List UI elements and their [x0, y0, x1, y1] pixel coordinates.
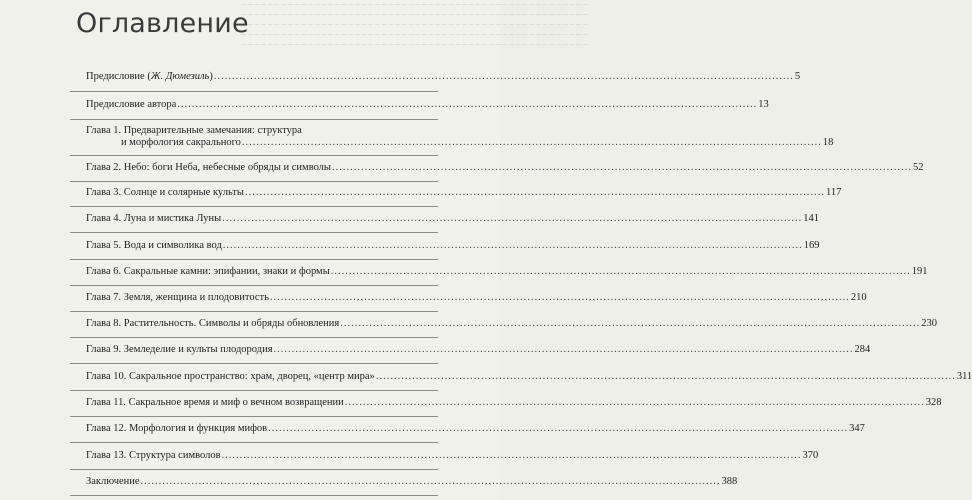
toc-entry-text: Глава 8. Растительность. Символы и обряды обновления — [86, 318, 340, 329]
toc-entry-text-continued: и морфология сакрального — [121, 137, 241, 148]
toc-entry-conclusion[interactable] — [86, 476, 738, 488]
toc-entry-text: Предисловие (Ж. Дюмезиль) — [86, 71, 213, 82]
divider — [70, 337, 438, 338]
divider — [70, 232, 438, 233]
divider — [70, 311, 438, 312]
toc-page-number: 52 — [912, 162, 924, 173]
divider — [70, 285, 438, 286]
toc-entry-chapter-4[interactable] — [86, 213, 819, 225]
toc-entry-chapter-5[interactable] — [86, 240, 820, 252]
toc-page-number: 13 — [758, 99, 769, 110]
divider — [70, 363, 438, 364]
toc-entry-chapter-8[interactable] — [86, 318, 937, 330]
toc-page-number: 370 — [802, 450, 819, 461]
toc-entry-text: Глава 2. Небо: боги Неба, небесные обряды и символы — [86, 162, 331, 173]
toc-entry-text: Глава 11. Сакральное время и миф о вечном возвращении — [86, 397, 344, 408]
toc-page-number: 347 — [849, 423, 865, 434]
toc-leader-dots — [223, 240, 803, 252]
toc-leader-dots — [274, 344, 854, 356]
toc-editor-name: Ж. Дюмезиль — [150, 71, 210, 82]
divider — [70, 469, 438, 470]
toc-entry-text: Глава 5. Вода и символика вод — [86, 240, 222, 251]
toc-leader-dots — [214, 71, 794, 83]
toc-leader-dots — [340, 318, 920, 330]
toc-entry-chapter-2[interactable] — [86, 162, 924, 174]
toc-entry-preface-author[interactable] — [86, 99, 769, 111]
toc-entry-chapter-3[interactable] — [86, 187, 842, 199]
toc-entry-text: Глава 7. Земля, женщина и плодовитость — [86, 292, 269, 303]
toc-entry-chapter-13[interactable] — [86, 450, 819, 462]
divider — [70, 119, 438, 120]
divider — [70, 155, 438, 156]
toc-leader-dots — [242, 137, 822, 149]
toc-page-number: 5 — [794, 71, 801, 82]
divider — [70, 91, 438, 92]
toc-entry-chapter-9[interactable] — [86, 344, 871, 356]
toc-entry-preface-dumezil[interactable] — [86, 71, 801, 83]
toc-page-number: 284 — [854, 344, 871, 355]
divider — [70, 495, 438, 496]
toc-entry-chapter-1[interactable] — [86, 125, 834, 149]
divider — [70, 442, 438, 443]
toc-page-number: 210 — [850, 292, 867, 303]
toc-page-number: 328 — [925, 397, 942, 408]
toc-leader-dots — [376, 371, 956, 383]
divider — [70, 390, 438, 391]
toc-leader-dots — [270, 292, 850, 304]
toc-page-number: 117 — [825, 187, 842, 198]
toc-entry-text: Глава 3. Солнце и солярные культы — [86, 187, 244, 198]
divider — [70, 416, 438, 417]
toc-entry-text: Глава 6. Сакральные камни: эпифании, знаки и формы — [86, 266, 330, 277]
toc-leader-dots — [268, 423, 848, 435]
toc-entry-text: Глава 13. Структура символов — [86, 450, 221, 461]
toc-page-number: 230 — [921, 318, 937, 329]
toc-leader-dots — [332, 162, 912, 174]
toc-page-number: 311 — [956, 371, 972, 382]
toc-page-number: 388 — [721, 476, 738, 487]
toc-entry-chapter-7[interactable] — [86, 292, 867, 304]
toc-entry-chapter-6[interactable] — [86, 266, 928, 278]
toc-page-number: 191 — [911, 266, 928, 277]
toc-entry-text: Глава 1. Предварительные замечания: структура — [86, 125, 302, 136]
toc-page-number: 18 — [822, 137, 834, 148]
toc-leader-dots — [245, 187, 825, 199]
toc-entry-text: Глава 12. Морфология и функция мифов — [86, 423, 268, 434]
toc-entry-text: Заключение — [86, 476, 140, 487]
divider — [70, 259, 438, 260]
page-title: Оглавление — [76, 8, 249, 39]
toc-entry-text: Глава 9. Земледелие и культы плодородия — [86, 344, 273, 355]
toc-entry-text: Глава 4. Луна и мистика Луны — [86, 213, 222, 224]
toc-leader-dots — [345, 397, 925, 409]
toc-leader-dots — [141, 476, 721, 488]
toc-leader-dots — [222, 213, 802, 225]
toc-page-number: 141 — [803, 213, 819, 224]
divider — [70, 206, 438, 207]
toc-leader-dots — [331, 266, 911, 278]
toc-entry-chapter-11[interactable] — [86, 397, 942, 409]
toc-entry-text: Предисловие автора — [86, 99, 177, 110]
toc-leader-dots — [222, 450, 802, 462]
toc-page-number: 169 — [803, 240, 820, 251]
toc-entry-chapter-12[interactable] — [86, 423, 865, 435]
toc-entry-chapter-10[interactable] — [86, 371, 972, 383]
bleed-through-text: ~~~~~~~~~~~~~~~~~~~~~~~~~~~~~~~~~~~~~~~~~~~~~~~~~~~~ ~~~~~~~~~~~~~~~~~~~~~~~~~~~~~~~~~~~~~~~~~~~~~~~~~~~~ ~~~~~~~~~~~~~~~~~~~~~~~~~~~~~~~~~~~~~~~~~~~~~~~~~~~~ ~~~~~~~~~~~~~~~~~~~~~~~~~~~~~~~~~~~~~~~~~~~~~~~~~~~~ ~~~~~~~~~~~~~~~~~~~~~~~~~~~~~~~~~~~~~~~~~~~~~~~~~~~~ — [240, 0, 589, 49]
toc-leader-dots — [177, 99, 757, 111]
toc-entry-text: Глава 10. Сакральное пространство: храм, дворец, «центр мира» — [86, 371, 375, 382]
divider — [70, 181, 438, 182]
